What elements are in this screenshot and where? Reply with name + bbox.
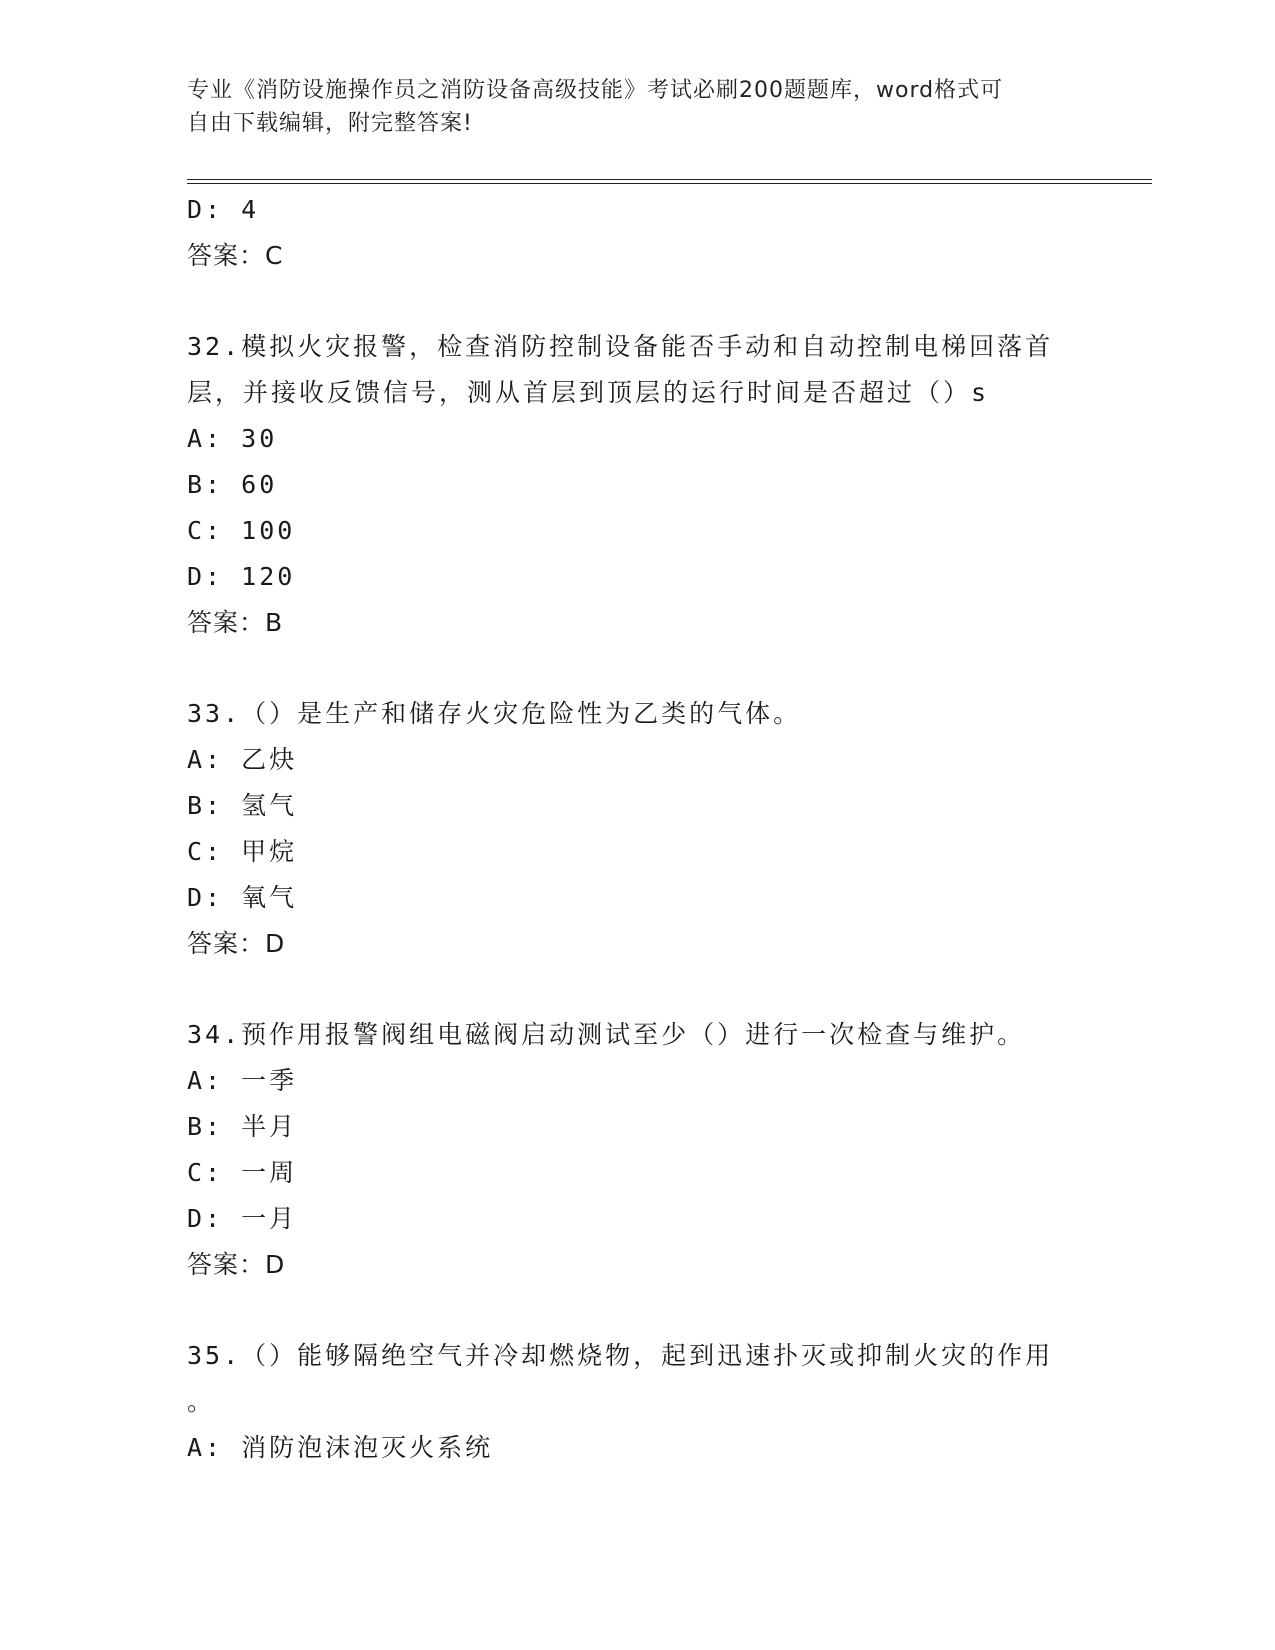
option-b: B: 氢气 — [187, 791, 298, 820]
question-33 — [187, 691, 1087, 967]
header-divider-bottom — [187, 183, 1152, 184]
answer-line: 答案：D — [187, 1250, 286, 1279]
question-35 — [187, 1333, 1087, 1471]
answer-line: 答案：B — [187, 608, 284, 637]
option-d: D: 120 — [187, 562, 296, 591]
option-d: D: 4 — [187, 195, 260, 224]
option-d: D: 一月 — [187, 1204, 298, 1233]
answer-line: 答案：D — [187, 929, 286, 958]
header-divider-top — [187, 179, 1152, 180]
answer-line: 答案：C — [187, 241, 284, 270]
option-c: C: 100 — [187, 516, 296, 545]
document-header — [187, 74, 1067, 140]
question-32 — [187, 324, 1087, 646]
question-text: 层，并接收反馈信号，测从首层到顶层的运行时间是否超过（）s — [187, 378, 990, 407]
header-line-1: 专业《消防设施操作员之消防设备高级技能》考试必刷200题题库，word格式可 — [187, 78, 1004, 103]
header-line-2: 自由下载编辑，附完整答案! — [187, 111, 473, 136]
option-a: A: 消防泡沫泡灭火系统 — [187, 1433, 494, 1462]
question-text: 。 — [187, 1387, 216, 1416]
question-content — [187, 187, 1087, 1471]
option-c: C: 甲烷 — [187, 837, 298, 866]
option-a: A: 乙炔 — [187, 745, 298, 774]
option-d: D: 氧气 — [187, 883, 298, 912]
option-a: A: 30 — [187, 424, 278, 453]
option-b: B: 60 — [187, 470, 278, 499]
option-b: B: 半月 — [187, 1112, 298, 1141]
question-text: 32.模拟火灾报警，检查消防控制设备能否手动和自动控制电梯回落首 — [187, 332, 1054, 361]
question-text: 34.预作用报警阀组电磁阀启动测试至少（）进行一次检查与维护。 — [187, 1020, 1026, 1049]
question-34 — [187, 1012, 1087, 1288]
option-a: A: 一季 — [187, 1066, 298, 1095]
question-text: 35.（）能够隔绝空气并冷却燃烧物，起到迅速扑灭或抑制火灾的作用 — [187, 1341, 1054, 1370]
option-c: C: 一周 — [187, 1158, 298, 1187]
question-text: 33.（）是生产和储存火灾危险性为乙类的气体。 — [187, 699, 802, 728]
